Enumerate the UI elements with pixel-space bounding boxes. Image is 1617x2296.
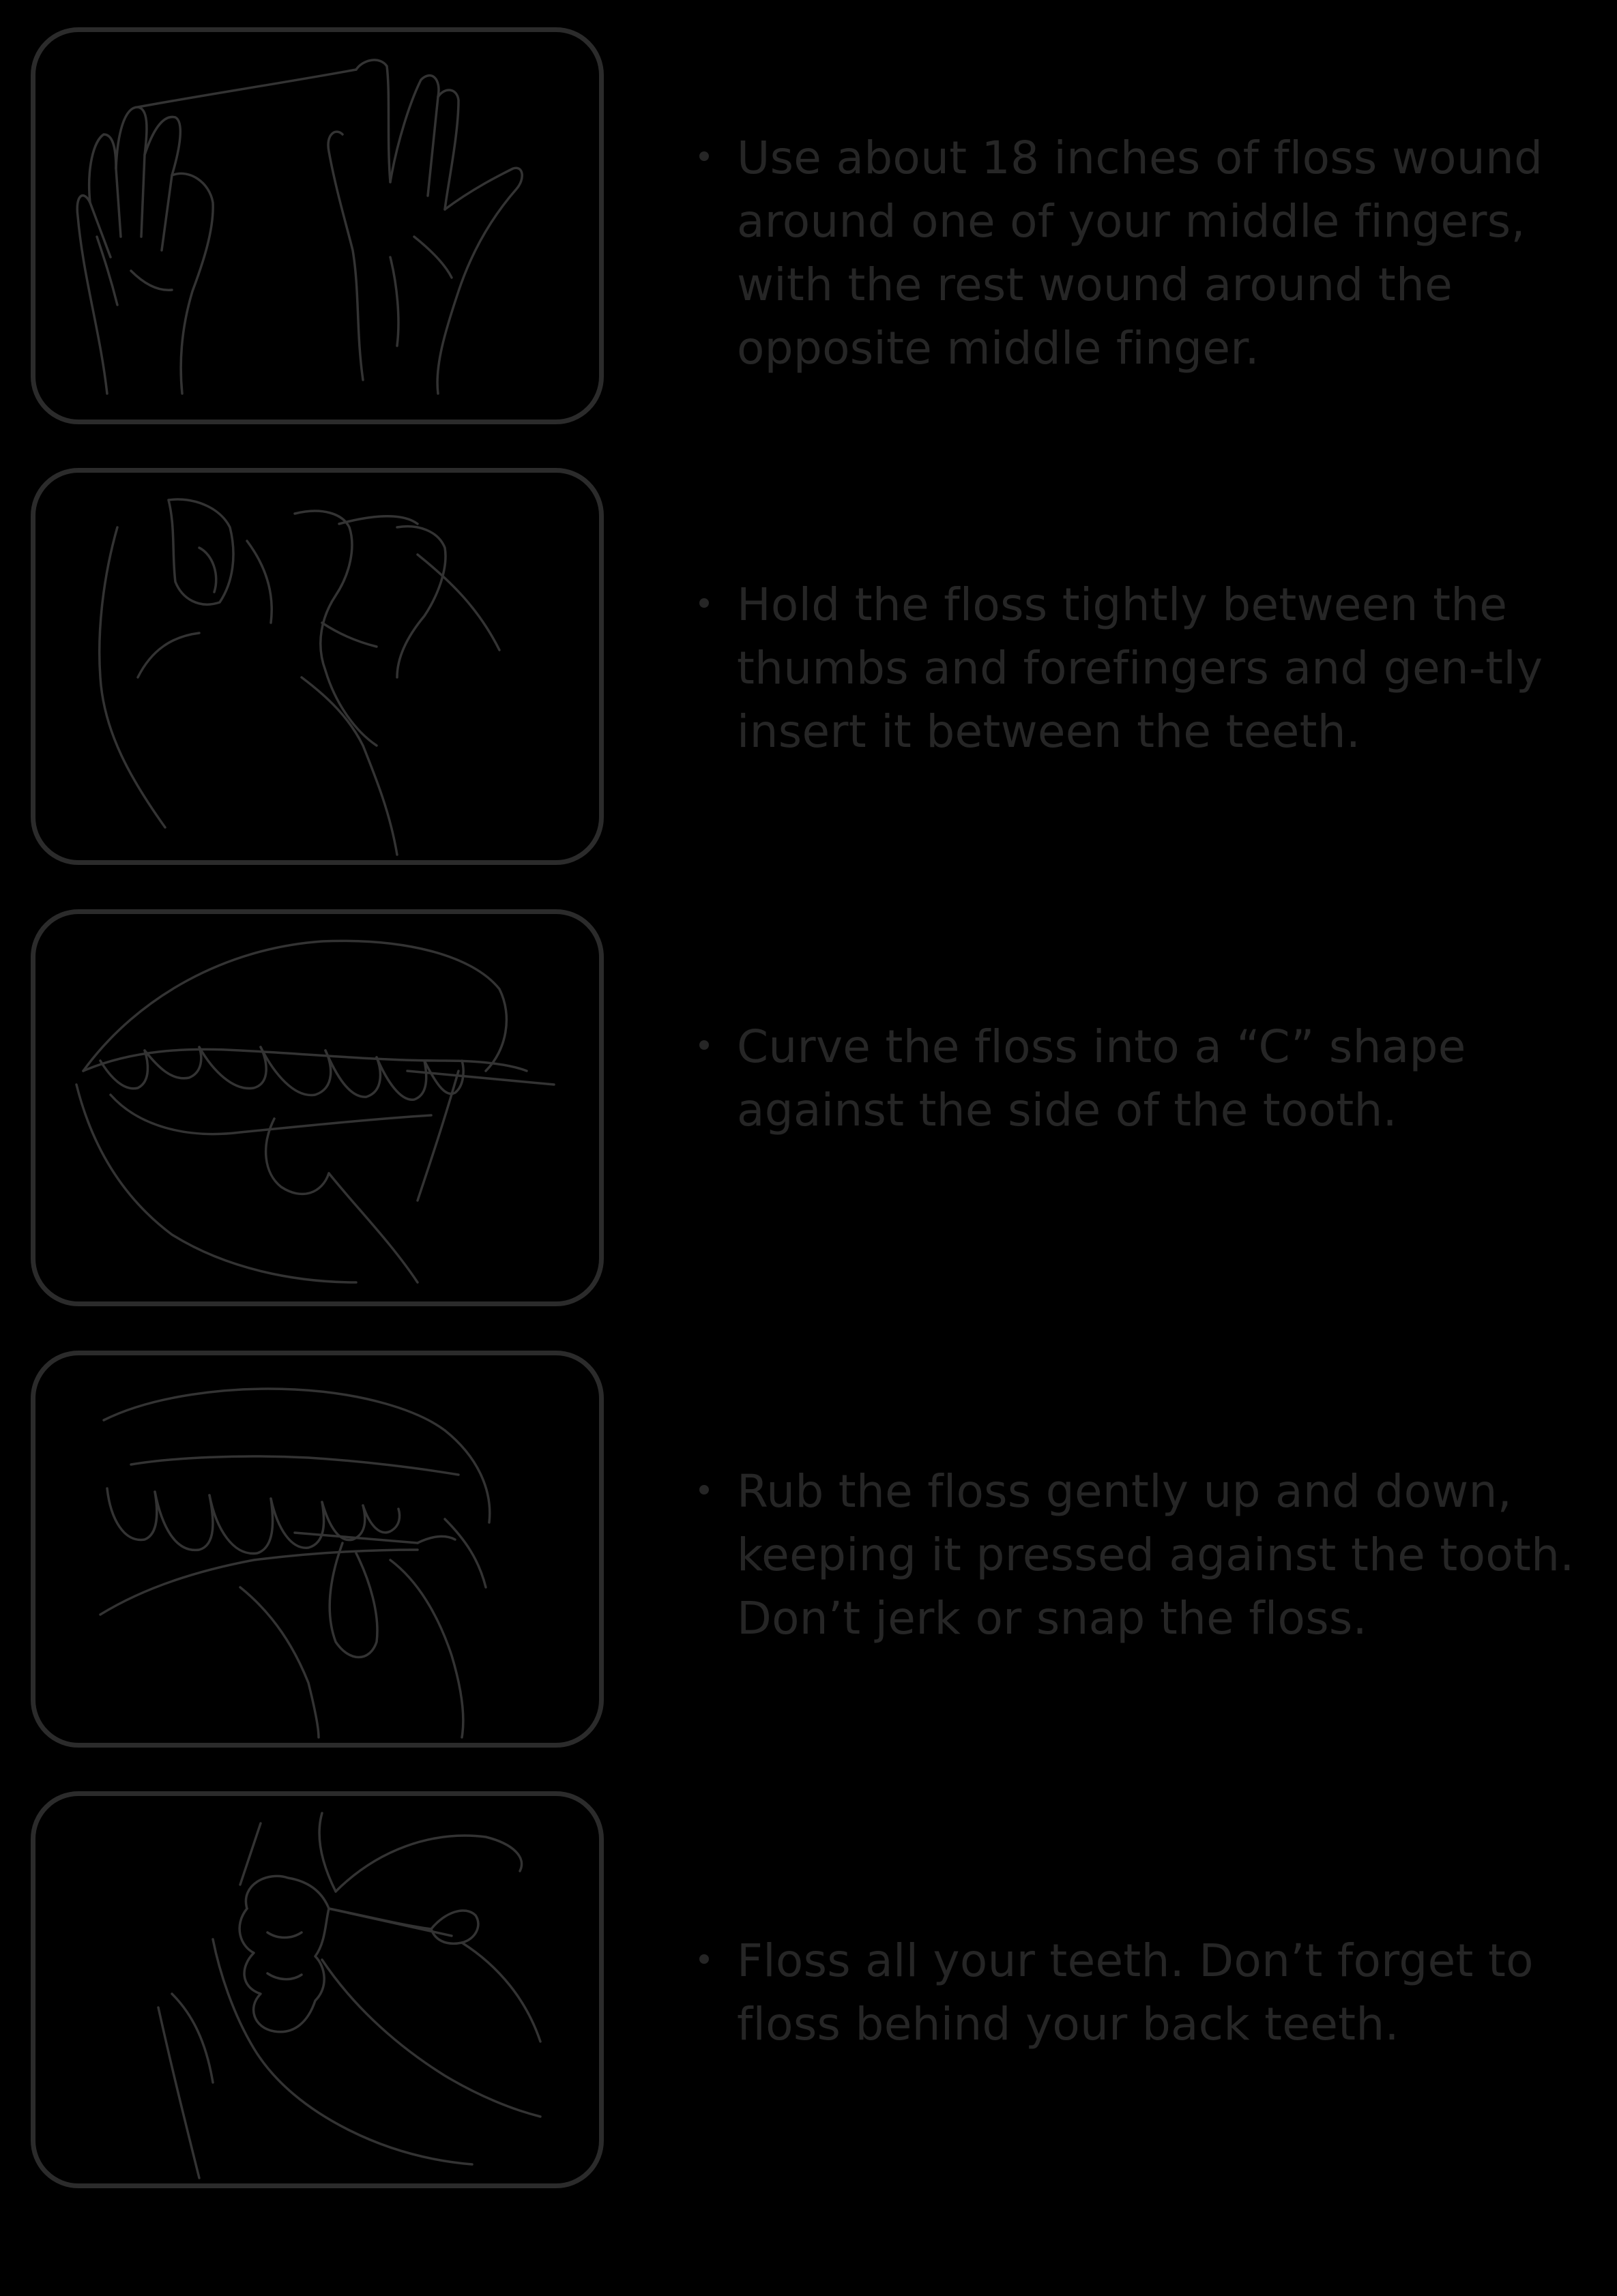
step-5-text (699, 1929, 1579, 2056)
step-3-text (699, 1015, 1579, 1142)
bullet-icon (699, 151, 709, 161)
step-3-instruction (699, 1015, 1579, 1142)
step-4-label: Rub the floss gently up and down, keeping it pressed against the tooth. Don’t jerk or snap the floss. (737, 1465, 1575, 1645)
floss-curved-c-shape-illustration (35, 914, 599, 1301)
step-5-instruction (699, 1929, 1579, 2056)
step-4-instruction (699, 1460, 1579, 1650)
bullet-icon (699, 1485, 709, 1495)
step-5-label: Floss all your teeth. Don’t forget to floss behind your back teeth. (737, 1934, 1534, 2050)
floss-rubbing-tooth-illustration (35, 1355, 599, 1743)
step-5-panel (31, 1791, 604, 2188)
step-1-label: Use about 18 inches of floss wound around one of your middle fingers, with the rest wound around the opposite middle finger. (737, 132, 1543, 374)
hands-holding-floss-illustration (35, 473, 599, 860)
bullet-icon (699, 598, 709, 608)
step-3-panel (31, 909, 604, 1306)
step-4-text (699, 1460, 1579, 1650)
step-3-label: Curve the floss into a “C” shape against the side of the tooth. (737, 1020, 1466, 1136)
step-1-panel (31, 27, 604, 424)
step-4-panel (31, 1351, 604, 1748)
bullet-icon (699, 1954, 709, 1964)
floss-back-teeth-illustration (35, 1796, 599, 2183)
hands-winding-floss-illustration (35, 32, 599, 420)
bullet-icon (699, 1040, 709, 1050)
step-2-label: Hold the floss tightly between the thumbs and forefingers and gen-tly insert it between the teeth. (737, 578, 1543, 758)
step-1-instruction (699, 126, 1579, 380)
step-1-text (699, 126, 1579, 380)
step-2-panel (31, 468, 604, 865)
step-2-text (699, 573, 1579, 763)
step-2-instruction (699, 573, 1579, 763)
